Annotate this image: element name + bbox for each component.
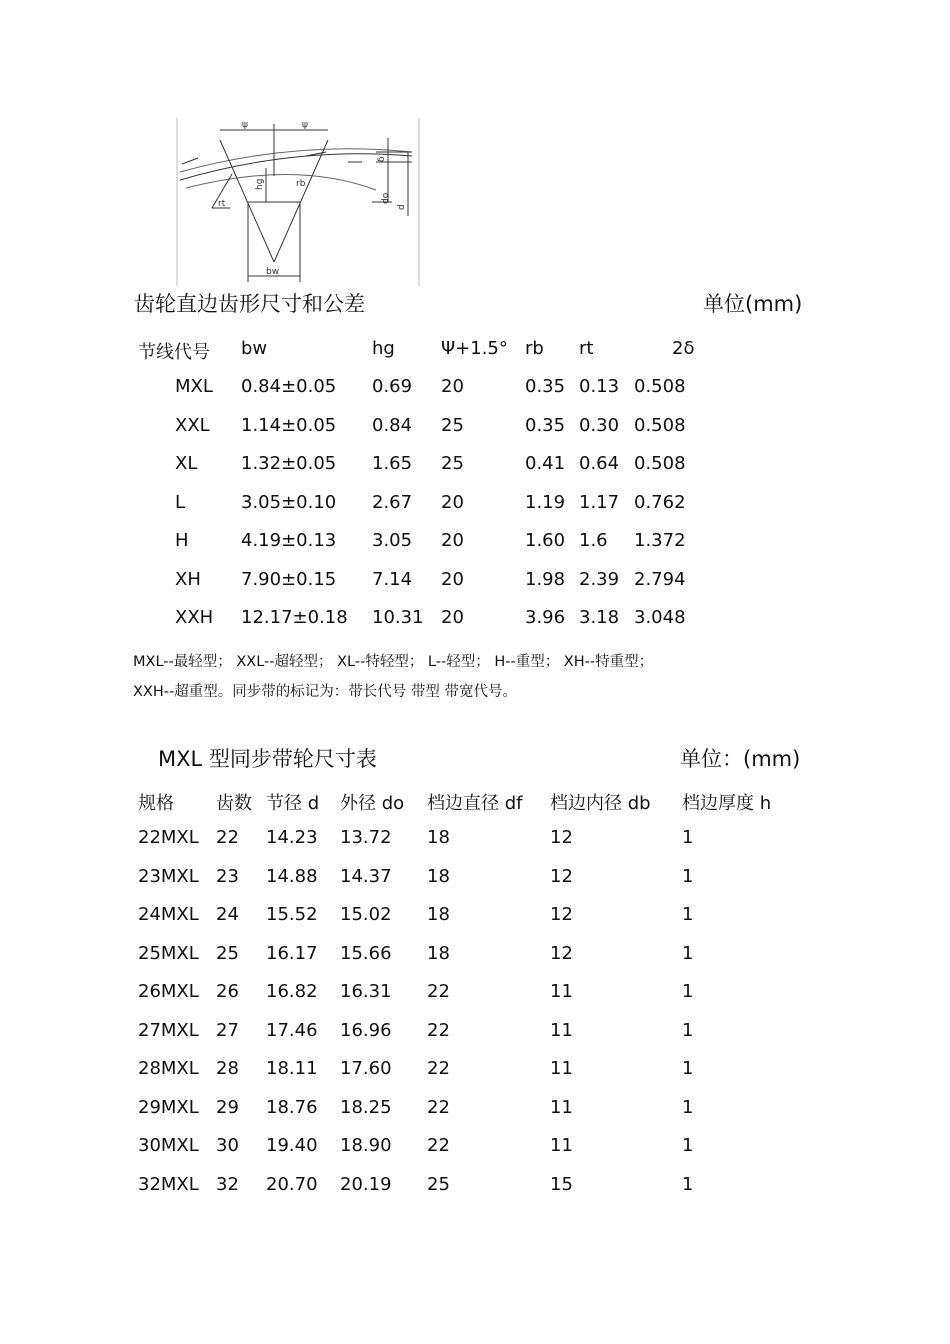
section1-table-row xyxy=(0,607,950,645)
section1-table-row xyxy=(0,415,950,453)
section1-table-row xyxy=(0,492,950,530)
section2-table-cell: 14.37 xyxy=(340,865,392,887)
section2-table-cell: 18.11 xyxy=(266,1058,318,1079)
section1-table-cell: 0.84 xyxy=(372,414,413,436)
section2-table-cell: 16.96 xyxy=(340,1019,392,1041)
section1-table-cell: 0.69 xyxy=(372,376,413,397)
section2-table-cell: 24 xyxy=(216,904,239,925)
section1-table-cell: 0.41 xyxy=(525,453,566,474)
section2-table-cell: 18 xyxy=(427,904,450,925)
section2-table-cell: 1 xyxy=(682,981,694,1002)
section1-table-cell: 0.508 xyxy=(634,453,686,474)
section2-table-cell: 1 xyxy=(682,1173,694,1195)
section1-table-cell: XXH xyxy=(175,607,214,628)
section2-table-cell: 20.19 xyxy=(340,1173,392,1195)
section2-table-row xyxy=(0,1020,950,1058)
section2-table-cell: 25 xyxy=(216,942,239,964)
section1-table-cell: 1.98 xyxy=(525,568,566,590)
section1-table-cell: 7.90±0.15 xyxy=(241,568,337,590)
section1-table-cell: 1.14±0.05 xyxy=(241,414,337,436)
section1-header-cell: rt xyxy=(579,338,594,359)
section2-table-row xyxy=(0,981,950,1019)
section1-table-cell: 20 xyxy=(441,530,464,551)
section1-table-cell: XXL xyxy=(175,414,210,436)
section1-table-row xyxy=(0,376,950,414)
section2-table-cell: 22 xyxy=(427,1019,450,1041)
section2-table-cell: 20.70 xyxy=(266,1173,318,1195)
section1-table-cell: 0.35 xyxy=(525,414,566,436)
section2-table-cell: 18 xyxy=(427,827,450,848)
section1-header-cell: 2δ xyxy=(672,338,695,359)
section2-table-cell: 1 xyxy=(682,1135,694,1156)
section2-table-cell: 22MXL xyxy=(138,827,199,848)
section2-table-cell: 29 xyxy=(216,1096,239,1118)
section2-header-cell: 档边直径 df xyxy=(427,793,523,814)
section2-table-cell: 23 xyxy=(216,865,239,887)
section2-table-cell: 1 xyxy=(682,904,694,925)
section2-table-cell: 12 xyxy=(550,942,573,964)
section1-table-cell: 3.05 xyxy=(372,530,413,551)
section2-table-cell: 1 xyxy=(682,865,694,887)
section2-table-cell: 32 xyxy=(216,1173,239,1195)
section2-table-cell: 16.82 xyxy=(266,981,318,1002)
section1-header-cell: rb xyxy=(525,338,544,359)
section2-table-cell: 29MXL xyxy=(138,1096,199,1118)
section2-table-cell: 14.23 xyxy=(266,827,318,848)
section1-table-cell: 2.67 xyxy=(372,491,413,513)
section1-unit: 单位(mm) xyxy=(703,292,803,316)
section1-table-cell: 1.17 xyxy=(579,491,620,513)
section1-table-cell: 0.30 xyxy=(579,414,620,436)
section2-table-cell: 12 xyxy=(550,827,573,848)
section1-table-row xyxy=(0,530,950,568)
diagram-label-bw: bw xyxy=(266,267,280,277)
section1-table-cell: 0.13 xyxy=(579,376,620,397)
section2-table-cell: 28MXL xyxy=(138,1058,199,1079)
section1-table-cell: 4.19±0.13 xyxy=(241,530,337,551)
section1-table-cell: 20 xyxy=(441,376,464,397)
section1-table-cell: 3.05±0.10 xyxy=(241,491,337,513)
section1-table-cell: 1.65 xyxy=(372,453,413,474)
section2-header-cell: 档边内径 db xyxy=(550,793,651,814)
section2-table-cell: 30MXL xyxy=(138,1135,199,1156)
section2-table-cell: 13.72 xyxy=(340,827,392,848)
section1-header-cell: bw xyxy=(241,338,268,359)
section2-table-cell: 1 xyxy=(682,1019,694,1041)
section2-table-cell: 26MXL xyxy=(138,981,199,1002)
section2-table-cell: 18 xyxy=(427,942,450,964)
section2-header-cell: 节径 d xyxy=(266,793,320,814)
section2-table-cell: 14.88 xyxy=(266,865,318,887)
section2-table-cell: 26 xyxy=(216,981,239,1002)
section2-header-cell: 规格 xyxy=(138,793,174,814)
section2-table-cell: 1 xyxy=(682,827,694,848)
section1-table-cell: 25 xyxy=(441,414,464,436)
section2-table-cell: 11 xyxy=(550,1019,573,1041)
diagram-label-hg: hg xyxy=(255,178,265,190)
section1-header-cell: 节线代号 xyxy=(138,342,210,363)
section2-table-cell: 23MXL xyxy=(138,865,199,887)
section2-table-cell: 22 xyxy=(427,981,450,1002)
section1-header-cell: Ψ+1.5° xyxy=(441,338,508,359)
section2-table-cell: 18.76 xyxy=(266,1096,318,1118)
section1-table-cell: 1.60 xyxy=(525,530,566,551)
section1-table-cell: XL xyxy=(175,453,198,474)
section1-table-row xyxy=(0,453,950,491)
section1-table-cell: 1.19 xyxy=(525,491,566,513)
section2-table-row xyxy=(0,1174,950,1212)
section2-table-cell: 25MXL xyxy=(138,942,199,964)
section2-table-row xyxy=(0,943,950,981)
section2-table-cell: 15.02 xyxy=(340,904,392,925)
section2-table-cell: 18 xyxy=(427,865,450,887)
section2-header-cell: 外径 do xyxy=(340,793,405,814)
section1-table-cell: 0.84±0.05 xyxy=(241,376,337,397)
section1-table-cell: 20 xyxy=(441,491,464,513)
section2-table-cell: 22 xyxy=(216,827,239,848)
diagram-label-psi-left: ψ xyxy=(242,120,248,130)
section2-table-cell: 1 xyxy=(682,942,694,964)
section1-table-cell: 10.31 xyxy=(372,607,424,628)
diagram-label-do: do xyxy=(381,192,391,204)
section2-table-cell: 1 xyxy=(682,1096,694,1118)
section2-table-cell: 28 xyxy=(216,1058,239,1079)
section2-table-cell: 24MXL xyxy=(138,904,199,925)
section1-table-cell: H xyxy=(175,530,189,551)
section2-table-cell: 22 xyxy=(427,1096,450,1118)
section2-table-cell: 11 xyxy=(550,1058,573,1079)
section2-table-cell: 16.17 xyxy=(266,942,318,964)
section2-table-row xyxy=(0,904,950,942)
section2-table-cell: 1 xyxy=(682,1058,694,1079)
section2-table-cell: 15.52 xyxy=(266,904,318,925)
section1-table-cell: 3.18 xyxy=(579,607,620,628)
section2-table-cell: 16.31 xyxy=(340,981,392,1002)
section2-unit: 单位：(mm) xyxy=(680,747,801,771)
section1-table-cell: 12.17±0.18 xyxy=(241,607,348,628)
section2-table-cell: 15 xyxy=(550,1173,573,1195)
diagram-label-rb: rb xyxy=(296,179,306,189)
section1-table-cell: 1.6 xyxy=(579,530,608,551)
section1-table-cell: 20 xyxy=(441,568,464,590)
section1-title: 齿轮直边齿形尺寸和公差 xyxy=(134,292,365,316)
section1-table-cell: 3.96 xyxy=(525,607,566,628)
section2-header-cell: 档边厚度 h xyxy=(682,793,772,814)
section1-table-cell: 2.794 xyxy=(634,568,686,590)
section2-table-row xyxy=(0,1135,950,1173)
section2-table-cell: 17.60 xyxy=(340,1058,392,1079)
section2-table-row xyxy=(0,1097,950,1135)
section1-table-cell: 0.508 xyxy=(634,414,686,436)
section2-table-cell: 12 xyxy=(550,865,573,887)
section1-table-cell: 0.35 xyxy=(525,376,566,397)
section2-table-cell: 15.66 xyxy=(340,942,392,964)
section2-table-cell: 30 xyxy=(216,1135,239,1156)
section1-table-cell: 20 xyxy=(441,607,464,628)
section1-table-cell: 1.372 xyxy=(634,530,686,551)
section2-table-cell: 17.46 xyxy=(266,1019,318,1041)
section1-table-cell: 0.508 xyxy=(634,376,686,397)
section1-table-cell: 0.762 xyxy=(634,491,686,513)
section2-table-cell: 25 xyxy=(427,1173,450,1195)
section1-note-line1: MXL--最轻型； XXL--超轻型； XL--特轻型； L--轻型； H--重型； XH--特重型； xyxy=(133,654,654,670)
section2-title: MXL 型同步带轮尺寸表 xyxy=(158,747,377,771)
section2-header-cell: 齿数 xyxy=(216,793,252,814)
section1-table-cell: L xyxy=(175,491,186,513)
section1-table-cell: 0.64 xyxy=(579,453,620,474)
section2-table-cell: 18.25 xyxy=(340,1096,392,1118)
section2-table-row xyxy=(0,827,950,865)
diagram-label-rt: rt xyxy=(218,199,226,209)
section2-table-cell: 19.40 xyxy=(266,1135,318,1156)
section2-table-cell: 18.90 xyxy=(340,1135,392,1156)
section1-table-cell: 25 xyxy=(441,453,464,474)
section2-table-cell: 12 xyxy=(550,904,573,925)
diagram-label-psi-right: ψ xyxy=(302,120,308,130)
section2-table-row xyxy=(0,1058,950,1096)
section2-table-cell: 27 xyxy=(216,1019,239,1041)
section2-table-cell: 32MXL xyxy=(138,1173,199,1195)
section1-table-cell: 1.32±0.05 xyxy=(241,453,337,474)
section2-table-cell: 11 xyxy=(550,1096,573,1118)
section1-header-cell: hg xyxy=(372,338,395,359)
section2-table-cell: 11 xyxy=(550,1135,573,1156)
section1-table-cell: XH xyxy=(175,568,201,590)
section2-table-cell: 11 xyxy=(550,981,573,1002)
section2-table-cell: 27MXL xyxy=(138,1019,199,1041)
section2-table-row xyxy=(0,866,950,904)
section2-table-cell: 22 xyxy=(427,1135,450,1156)
section2-table-cell: 22 xyxy=(427,1058,450,1079)
section1-table-cell: MXL xyxy=(175,376,213,397)
diagram-label-delta: δ xyxy=(377,156,387,162)
diagram-label-d: d xyxy=(397,204,407,210)
tooth-profile-diagram xyxy=(176,116,420,288)
section1-table-row xyxy=(0,569,950,607)
section1-table-cell: 7.14 xyxy=(372,568,413,590)
section1-table-cell: 3.048 xyxy=(634,607,686,628)
section1-table-cell: 2.39 xyxy=(579,568,620,590)
section1-note-line2: XXH--超重型。同步带的标记为：带长代号 带型 带宽代号。 xyxy=(133,684,517,700)
